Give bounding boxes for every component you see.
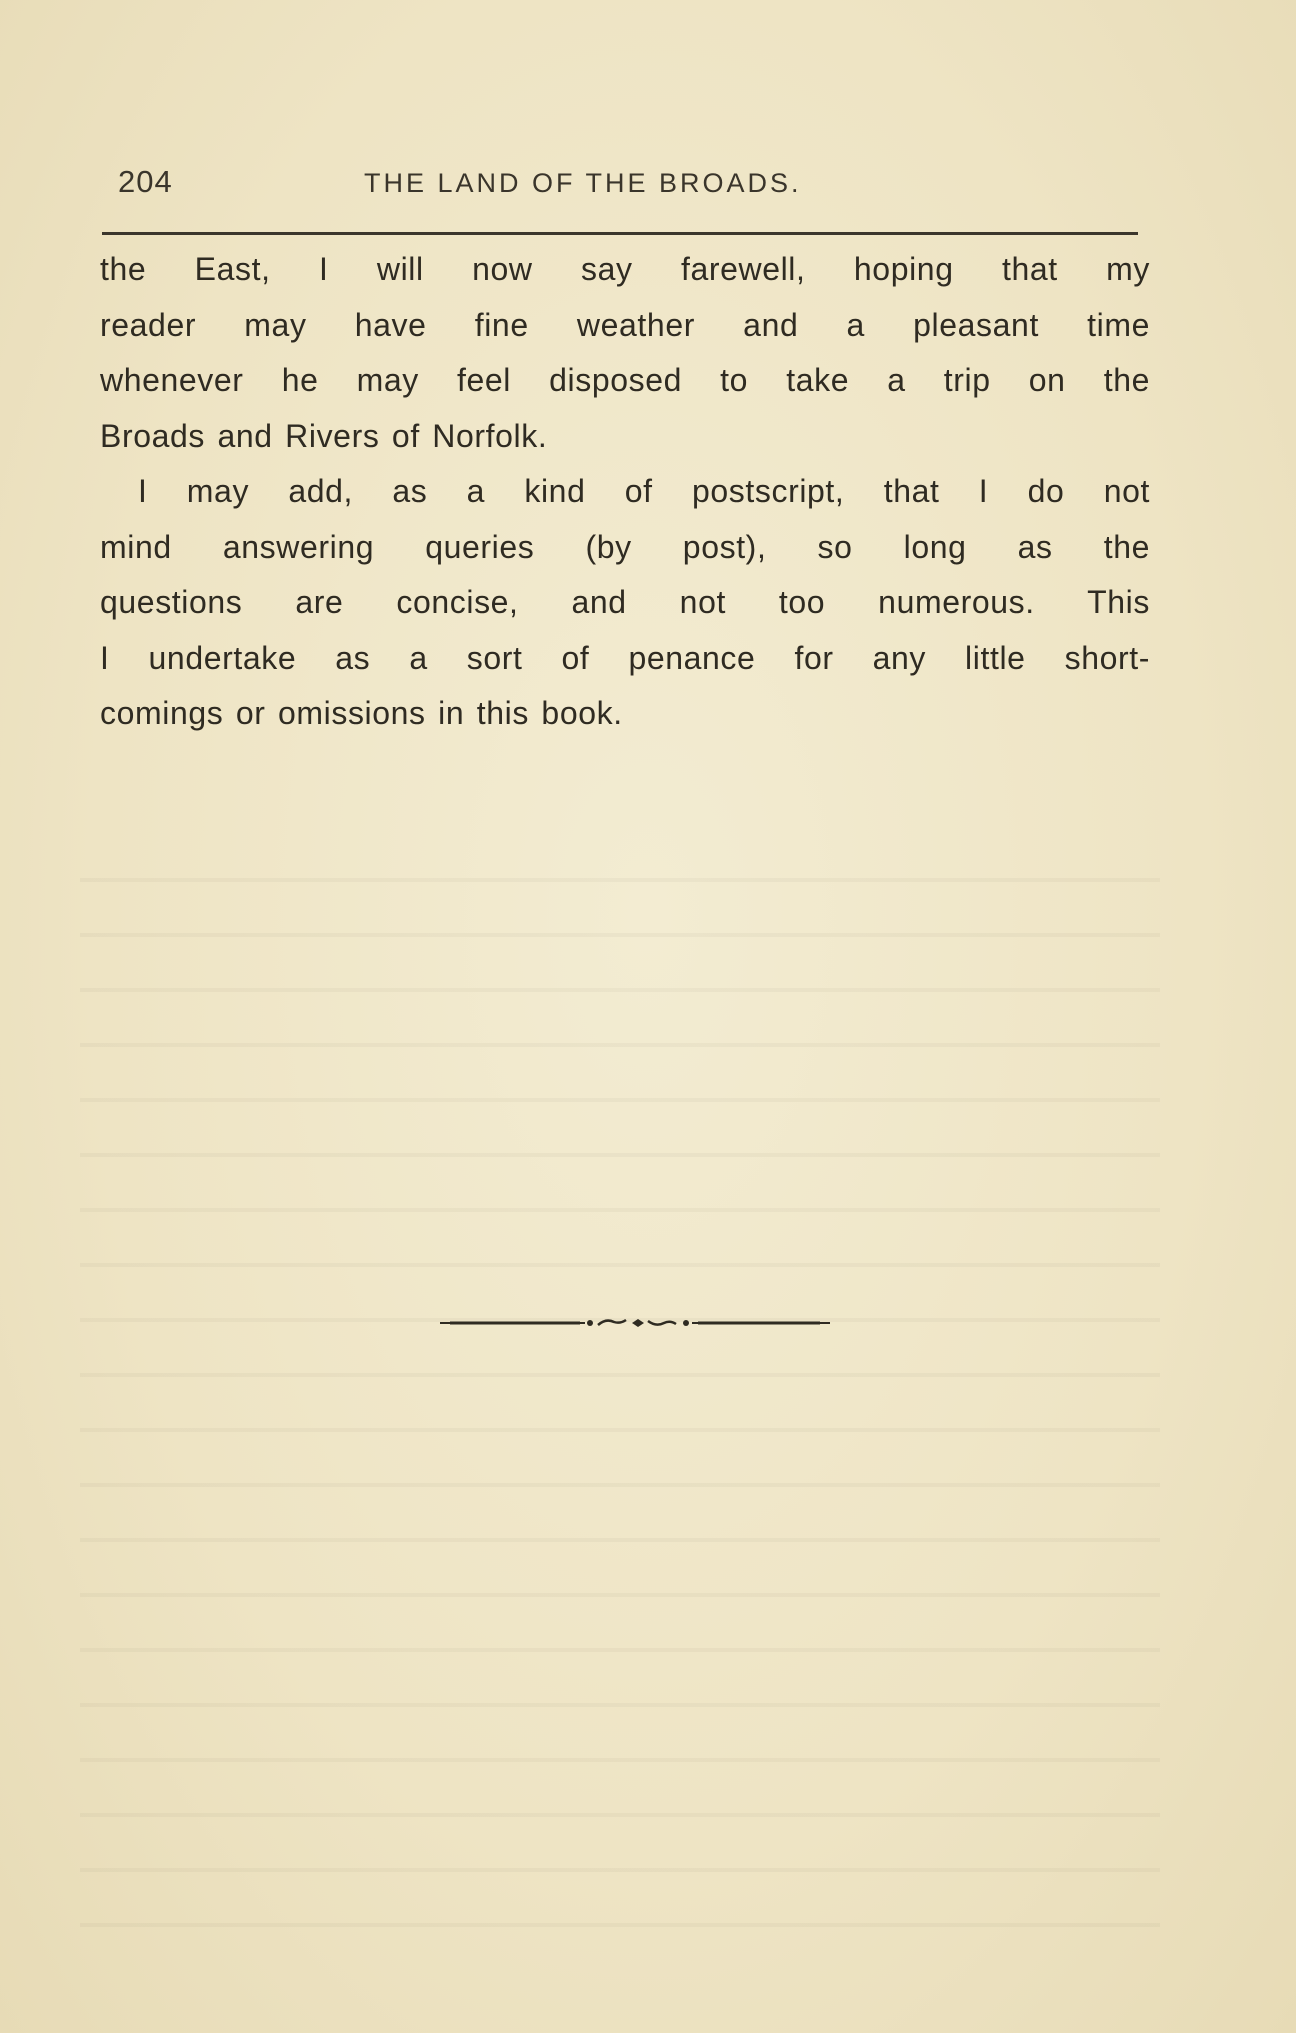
page-header	[118, 160, 1138, 212]
text-line: questions are concise, and not too numerous. This	[100, 584, 1150, 620]
text-line: mind answering queries (by post), so long as the	[100, 528, 1150, 565]
text-line: Broads and Rivers of Norfolk.	[100, 417, 548, 454]
body-text	[100, 242, 1150, 742]
text-line: I undertake as a sort of penance for any little short-	[100, 639, 1150, 676]
page-number: 204	[118, 164, 173, 199]
show-through-texture	[80, 840, 1160, 1940]
running-head: THE LAND OF THE BROADS.	[364, 168, 802, 198]
text-line: I may add, as a kind of postscript, that I do not	[138, 473, 1150, 509]
section-end-ornament	[440, 1316, 830, 1330]
paragraph	[100, 464, 1150, 742]
text-line: whenever he may feel disposed to take a trip on the	[100, 362, 1150, 398]
text-line: reader may have fine weather and a pleasant time	[100, 306, 1150, 343]
text-line: the East, I will now say farewell, hoping that my	[100, 251, 1150, 287]
text-line: comings or omissions in this book.	[100, 695, 623, 731]
header-rule	[102, 232, 1138, 235]
paragraph	[100, 242, 1150, 464]
